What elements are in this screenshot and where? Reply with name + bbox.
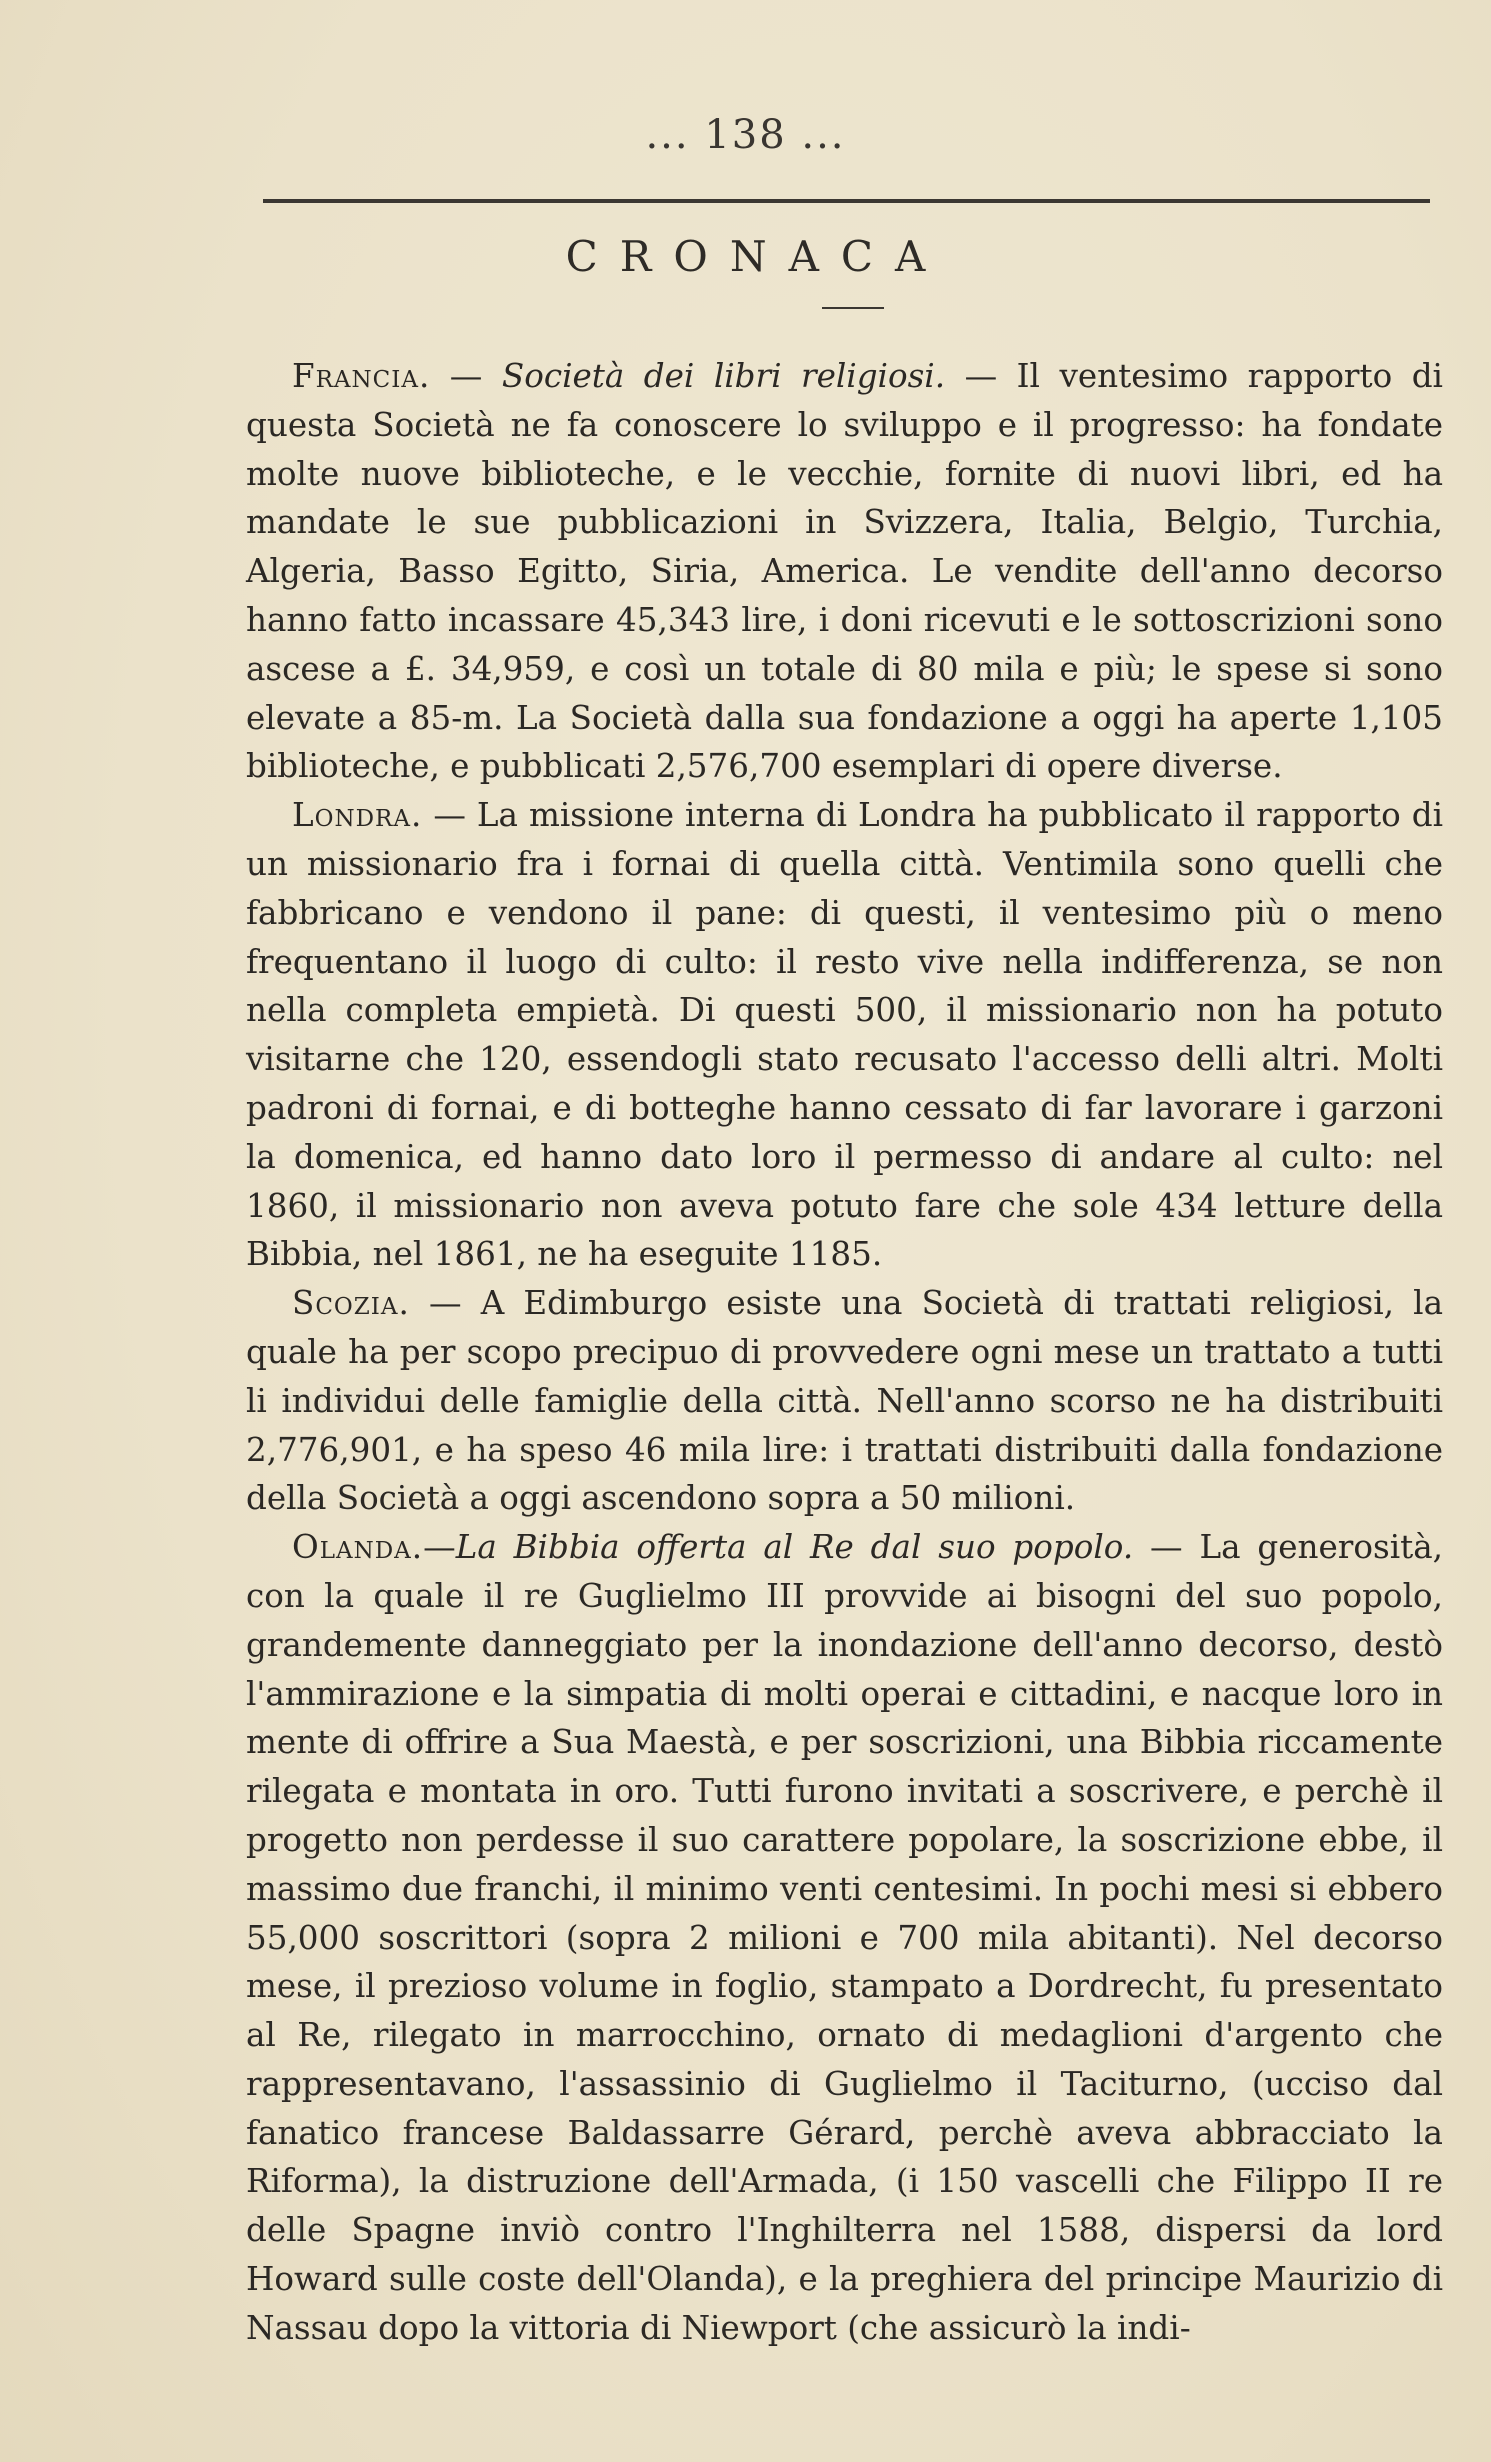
entry-text: A Edimburgo esiste una Società di trattati religiosi, la quale ha per scopo precipuo di provvedere ogni mese un trattato a tutti li individui delle famiglie della città. Nell'anno scorso ne ha distribuiti 2,776,901, e ha speso 46 mila lire: i trattati distribuiti dalla fondazione della Società a oggi ascendono sopra a 50 milioni. — [246, 1284, 1444, 1518]
entry-text: Il ventesimo rapporto di questa Società ne fa conoscere lo sviluppo e il progresso: ha fondate molte nuove biblioteche, e le vecchie, fornite di nuovi libri, ed ha mandate le sue pubblicazioni in Svizzera, Italia, Belgio, Turchia, Algeria, Basso Egitto, Siria, America. Le vendite dell'anno decorso hanno fatto incassare 45,343 lire, i doni ricevuti e le sottoscrizioni sono ascese a £. 34,959, e così un totale di 80 mila e più; le spese si sono elevate a 85-m. La Società dalla sua fondazione a oggi ha aperte 1,105 biblioteche, e pubblicati 2,576,700 esemplari di opere diverse. — [246, 357, 1443, 786]
entry-title: Società dei libri religiosi. — [501, 357, 946, 395]
page-number: ... 138 ... — [645, 112, 846, 158]
entry-place: Olanda. — [292, 1528, 424, 1567]
title-underline — [822, 307, 884, 309]
header-rule — [263, 199, 1430, 203]
entry-separator: — — [430, 357, 502, 395]
entry-text: La generosità, con la quale il re Guglielmo III provvide ai bisogni del suo popolo, grandemente danneggiato per la inondazione dell'anno decorso, destò l'ammirazione e la simpatia di molti operai e cittadini, e nacque loro in mente di offrire a Sua Maestà, e per soscrizioni, una Bibbia riccamente rilegata e montata in oro. Tutti furono invitati a soscrivere, e perchè il progetto non perdesse il suo carattere popolare, la soscrizione ebbe, il massimo due franchi, il minimo venti centesimi. In pochi mesi si ebbero 55,000 soscrittori (sopra 2 milioni e 700 mila abitanti). Nel decorso mese, il prezioso volume in foglio, stampato a Dordrecht, fu presentato al Re, rilegato in marrocchino, ornato di medaglioni d'argento che rappresentavano, l'assassinio di Guglielmo il Taciturno, (ucciso dal fanatico francese Baldassarre Gérard, perchè aveva abbracciato la Riforma), la distruzione dell'Armada, (i 150 vascelli che Filippo II re delle Spagne inviò contro l'Inghilterra nel 1588, dispersi da lord Howard sulle coste dell'Olanda), e la preghiera del principe Maurizio di Nassau dopo la vittoria di Niewport (che assicurò la indi- — [246, 1528, 1443, 2347]
entry-title: La Bibbia offerta al Re dal suo popolo. — [455, 1528, 1134, 1567]
entry-olanda — [246, 1523, 1443, 2353]
entry-separator: — — [409, 1284, 481, 1323]
chronicle-body — [246, 352, 1443, 2353]
entry-text: La missione interna di Londra ha pubblicato il rapporto di un missionario fra i fornai di quella città. Ventimila sono quelli che fabbricano e vendono il pane: di questi, il ventesimo più o meno frequentano il luogo di culto: il resto vive nella indifferenza, se non nella completa empietà. Di questi 500, il missionario non ha potuto visitarne che 120, essendogli stato recusato l'accesso delli altri. Molti padroni di fornai, e di botteghe hanno cessato di far lavorare i garzoni la domenica, ed hanno dato loro il permesso di andare al culto: nel 1860, il missionario non aveva potuto fare che sole 434 letture della Bibbia, nel 1861, ne ha eseguite 1185. — [246, 796, 1443, 1274]
entry-scozia — [246, 1279, 1443, 1523]
entry-place: Londra. — [292, 796, 423, 835]
entry-francia — [246, 352, 1443, 791]
section-title: CRONACA — [565, 232, 948, 281]
entry-separator: — — [423, 1528, 456, 1567]
entry-place: Scozia. — [292, 1284, 410, 1323]
entry-separator: — — [422, 796, 477, 835]
entry-separator: — — [1133, 1528, 1200, 1567]
entry-place: Francia. — [292, 357, 431, 395]
entry-londra — [246, 791, 1443, 1279]
entry-separator: — — [945, 357, 1017, 395]
